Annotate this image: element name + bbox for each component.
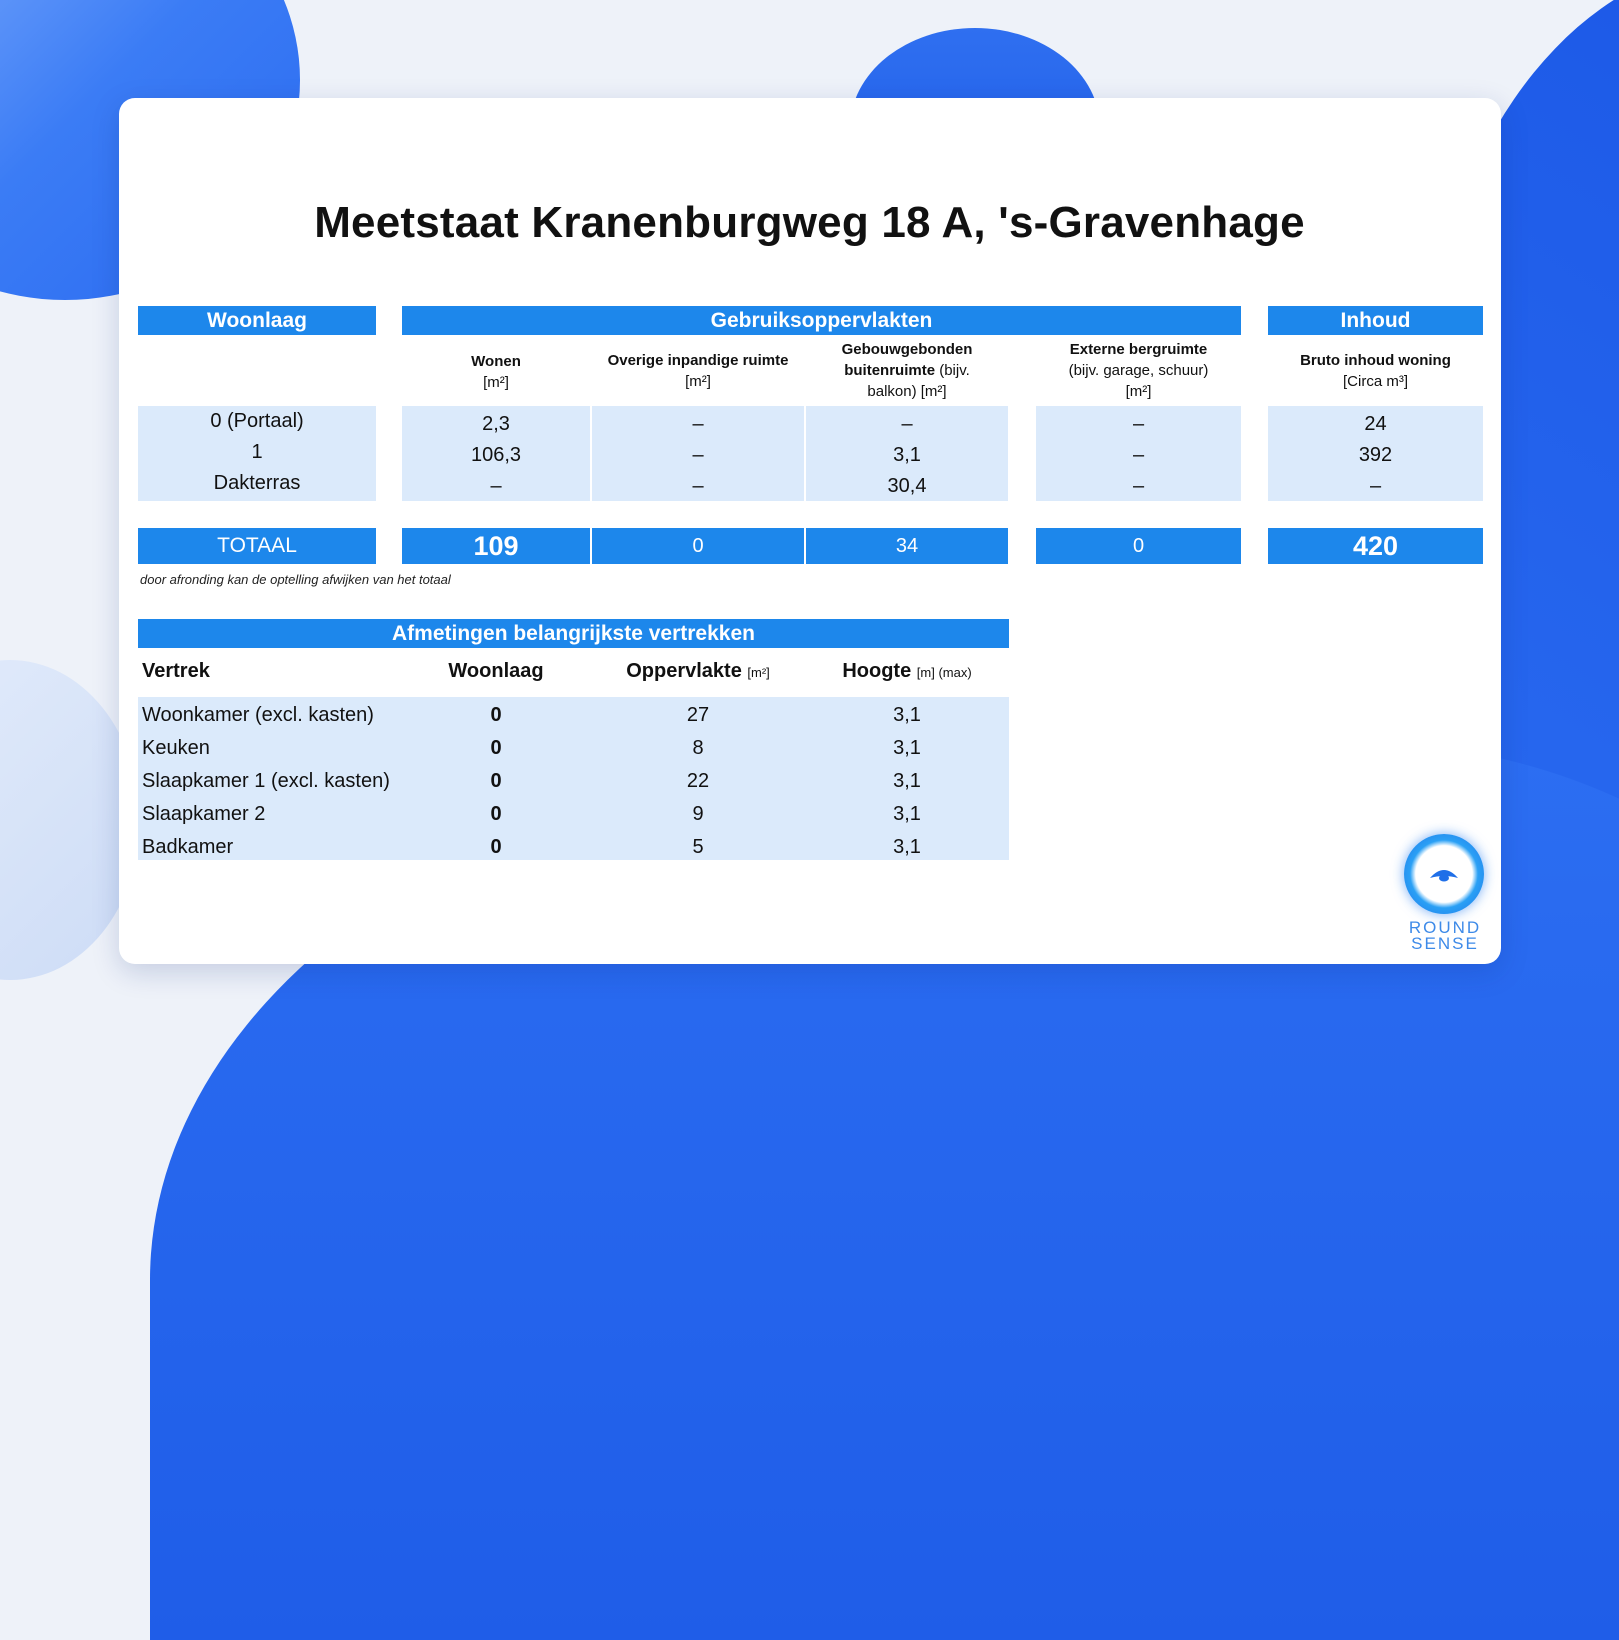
level-name: Dakterras <box>213 472 301 494</box>
band-gebruiksoppervlakten: Gebruiksoppervlakten <box>402 306 1241 335</box>
cell-bruto: 392 <box>1358 444 1393 466</box>
total-gebouwgebonden: 34 <box>806 528 1008 564</box>
room-hoogte: 3,1 <box>893 836 921 858</box>
cell-wonen: 2,3 <box>482 413 510 435</box>
band-woonlaag: Woonlaag <box>138 306 376 335</box>
logo-wordmark: ROUND SENSE <box>1408 918 1482 953</box>
cell-overige: – <box>692 444 704 466</box>
band-inhoud: Inhoud <box>1268 306 1483 335</box>
header-vertrek: Vertrek <box>142 660 210 682</box>
room-woonlaag: 0 <box>490 737 502 759</box>
cell-externe: – <box>1132 475 1145 497</box>
room-woonlaag: 0 <box>490 704 502 726</box>
room-name: Badkamer <box>142 836 234 858</box>
cell-bruto: 24 <box>1364 413 1387 435</box>
room-oppervlakte: 8 <box>692 737 704 759</box>
room-name: Slaapkamer 1 (excl. kasten) <box>142 770 390 792</box>
room-oppervlakte: 9 <box>692 803 704 825</box>
header-externe: Externe bergruimte (bijv. garage, schuur) [m²] <box>1068 341 1209 400</box>
total-label: TOTAAL <box>138 528 376 564</box>
page-title: Meetstaat Kranenburgweg 18 A, 's-Gravenhage <box>314 198 1305 247</box>
cell-externe: – <box>1132 413 1145 435</box>
room-oppervlakte: 22 <box>686 770 710 792</box>
cell-gebouwgebonden: 30,4 <box>887 475 927 497</box>
room-oppervlakte: 5 <box>692 836 704 858</box>
room-name: Slaapkamer 2 <box>142 803 266 825</box>
room-woonlaag: 0 <box>490 770 502 792</box>
band-afmetingen: Afmetingen belangrijkste vertrekken <box>138 619 1009 648</box>
cell-overige: – <box>692 413 704 435</box>
room-hoogte: 3,1 <box>893 803 921 825</box>
header-bruto: Bruto inhoud woning [Circa m³] <box>1300 352 1451 390</box>
total-wonen: 109 <box>402 528 590 564</box>
room-name: Keuken <box>142 737 210 759</box>
cell-bruto: – <box>1369 475 1382 497</box>
room-woonlaag: 0 <box>490 836 502 858</box>
level-name: 1 <box>251 441 263 463</box>
room-hoogte: 3,1 <box>893 770 921 792</box>
cell-externe: – <box>1132 444 1145 466</box>
room-woonlaag: 0 <box>490 803 502 825</box>
header-wonen: Wonen [m²] <box>471 353 521 391</box>
header-hoogte: Hoogte [m] (max) <box>842 660 972 682</box>
room-name: Woonkamer (excl. kasten) <box>142 704 374 726</box>
level-name: 0 (Portaal) <box>210 410 304 432</box>
cell-wonen: – <box>490 475 502 497</box>
header-woonlaag: Woonlaag <box>448 660 544 682</box>
total-bruto: 420 <box>1268 528 1483 564</box>
cell-gebouwgebonden: – <box>901 413 913 435</box>
cell-overige: – <box>692 475 704 497</box>
round-sense-logo <box>1404 834 1484 914</box>
rounding-note: door afronding kan de optelling afwijken van het totaal <box>140 572 451 587</box>
cell-wonen: 106,3 <box>470 444 522 466</box>
total-externe: 0 <box>1036 528 1241 564</box>
cell-gebouwgebonden: 3,1 <box>893 444 921 466</box>
room-hoogte: 3,1 <box>893 737 921 759</box>
header-oppervlakte: Oppervlakte [m²] <box>626 660 770 682</box>
header-gebouwgebonden: Gebouwgebonden buitenruimte (bijv. balkon) [m²] <box>841 341 973 400</box>
room-hoogte: 3,1 <box>893 704 921 726</box>
header-overige: Overige inpandige ruimte [m²] <box>607 352 789 390</box>
room-oppervlakte: 27 <box>686 704 710 726</box>
eye-icon <box>1404 834 1484 914</box>
total-overige: 0 <box>592 528 804 564</box>
